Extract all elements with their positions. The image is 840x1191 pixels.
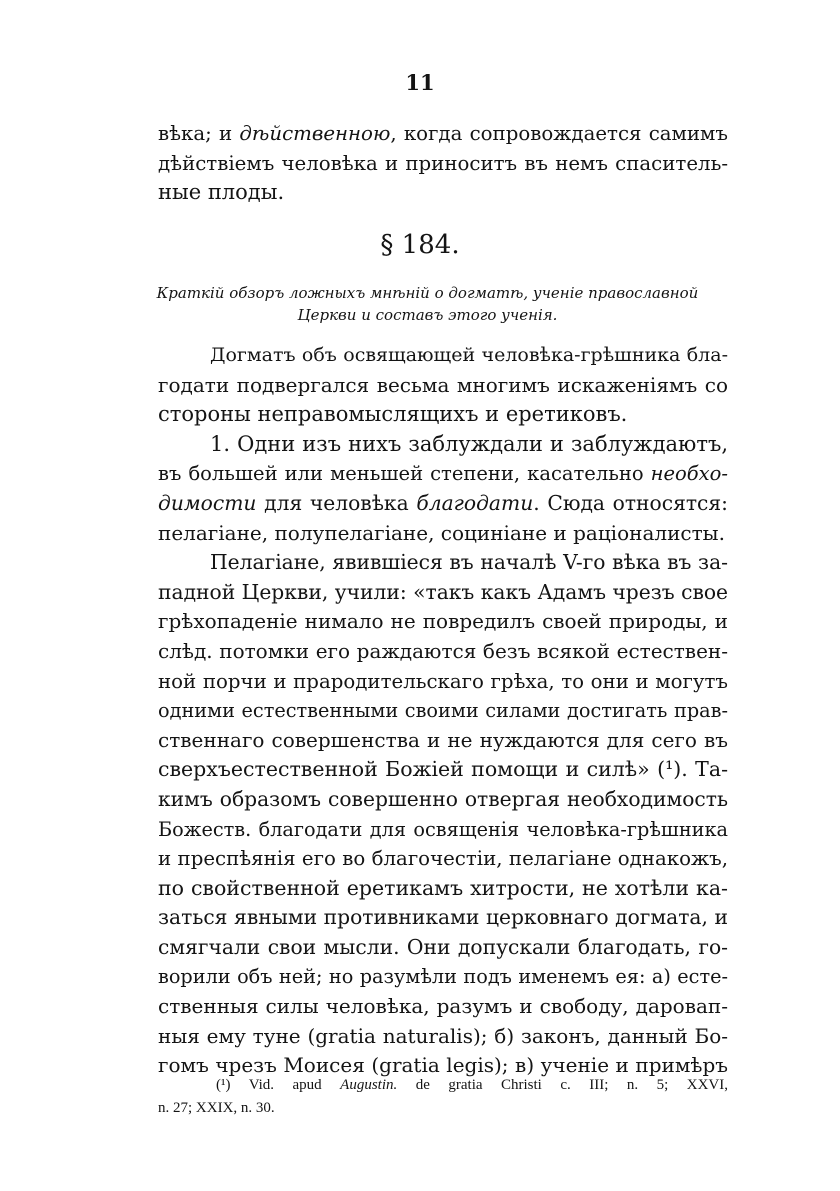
text-line: грѣхопаденіе нимало не повредилъ своей природы, и: [158, 609, 728, 634]
text-line: стороны неправомыслящихъ и еретиковъ.: [158, 402, 628, 427]
subtitle-line: Церкви и составъ этого ученія.: [297, 306, 558, 324]
italic-term: необхо-: [650, 462, 728, 486]
italic-term: дѣйственною: [239, 122, 391, 145]
text-line: гомъ чрезъ Моисея (gratia legis); в) ученіе и примѣръ: [158, 1053, 728, 1078]
text-line: ныя ему туне (gratia naturalis); б) законъ, данный Бо-: [158, 1023, 728, 1048]
text-line: ные плоды.: [158, 180, 285, 205]
text-line: слѣд. потомки его раждаются безъ всякой естествен-: [158, 638, 728, 663]
text-line: годати подвергался весьма многимъ искаженіямъ со: [158, 372, 728, 397]
text-line: ной порчи и прародительскаго грѣха, то они и могутъ: [158, 669, 728, 693]
text-line: въ большей или меньшей степени, касательно необхо-: [158, 462, 728, 486]
text-line: одними естественными своими силами достигать прав-: [158, 699, 728, 723]
italic-term: Augustin.: [340, 1077, 398, 1093]
footnote-line: n. 27; XXIX, n. 30.: [158, 1100, 275, 1116]
section-title: § 184.: [380, 230, 460, 260]
text-line: Догматъ объ освящающей человѣка-грѣшника бла-: [210, 344, 728, 366]
text-line: ственныя силы человѣка, разумъ и свободу, даровап-: [158, 994, 728, 1019]
text-line: Пелагіане, явившіеся въ началѣ V-го вѣка въ за-: [210, 550, 728, 575]
section-subtitle: [130, 282, 725, 326]
text-line: кимъ образомъ совершенно отвергая необходимость: [158, 786, 728, 811]
text-line: пелагіане, полупелагіане, социніане и раціоналисты.: [158, 520, 725, 545]
top-paragraph: [158, 119, 728, 208]
text-line: смягчали свои мысли. Они допускали благодать, го-: [158, 934, 728, 959]
text-line: сверхъестественной Божіей помощи и силѣ» (¹). Та-: [158, 757, 728, 782]
text-line: ственнаго совершенства и не нуждаются для сего въ: [158, 727, 728, 752]
text-line: ворили объ ней; но разумѣли подъ именемъ ея: а) есте-: [158, 965, 728, 989]
text-line: вѣка; и дѣйственною, когда сопровождается самимъ: [158, 122, 728, 145]
main-text: [158, 341, 728, 1081]
subtitle-line: Краткій обзоръ ложныхъ мнѣній о догматѣ, ученіе православной: [156, 284, 699, 302]
italic-term: благодати: [416, 490, 534, 515]
text-line: 1. Одни изъ нихъ заблуждали и заблуждаютъ,: [210, 431, 728, 456]
footnote-line: (¹) Vid. apud Augustin. de gratia Christi c. III; n. 5; XXVI,: [216, 1077, 728, 1093]
text-line: Божеств. благодати для освященія человѣка-грѣшника: [158, 817, 728, 841]
page-number: 11: [405, 70, 435, 95]
text-line: заться явными противниками церковнаго догмата, и: [158, 905, 728, 930]
footnote: [158, 1074, 728, 1120]
italic-term: димости: [158, 490, 257, 515]
text-line: димости для человѣка благодати. Сюда относятся:: [158, 490, 729, 515]
text-line: падной Церкви, учили: «такъ какъ Адамъ чрезъ свое: [158, 579, 729, 604]
text-line: по свойственной еретикамъ хитрости, не хотѣли ка-: [158, 875, 728, 900]
text-line: и преспѣянія его во благочестіи, пелагіане однакожъ,: [158, 847, 728, 871]
text-line: дѣйствіемъ человѣка и приноситъ въ немъ спаситель-: [158, 151, 728, 175]
